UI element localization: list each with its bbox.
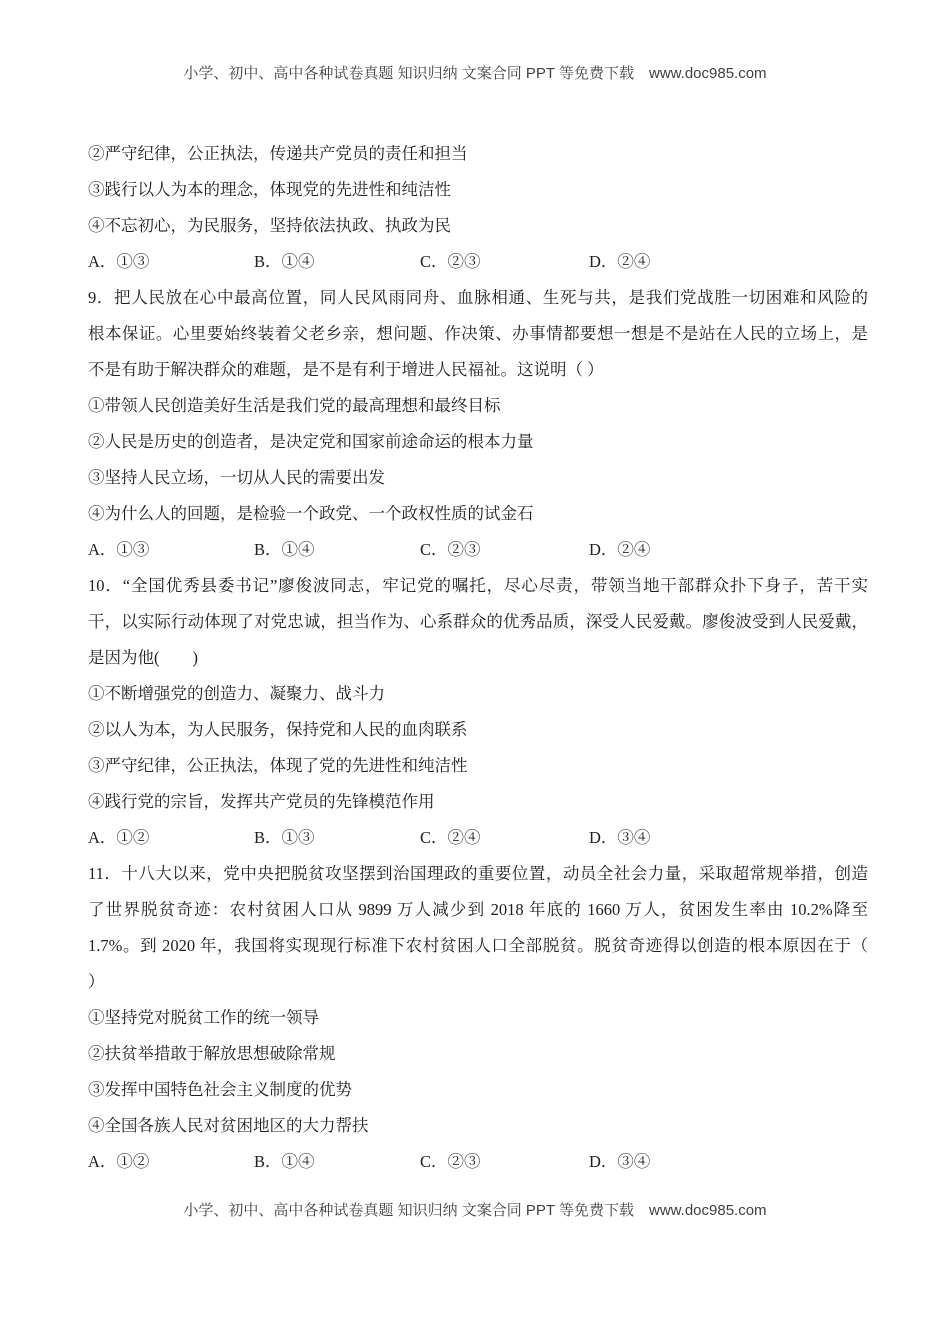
q11-option-a: A．①② — [88, 1152, 150, 1171]
q10-item-2: ②以人为本，为人民服务，保持党和人民的血肉联系 — [88, 720, 468, 739]
q9-item-4: ④为什么人的回题，是检验一个政党、一个政权性质的试金石 — [88, 504, 534, 523]
q11-stem-line-1: 11．十八大以来，党中央把脱贫攻坚摆到治国理政的重要位置，动员全社会力量，采取超常规举措，创造 — [88, 864, 868, 883]
q10-options-row — [88, 820, 868, 856]
q8-option-d: D．②④ — [589, 252, 651, 271]
question-10-block — [88, 568, 868, 856]
q10-item-3: ③严守纪律，公正执法，体现了党的先进性和纯洁性 — [88, 756, 468, 775]
q11-option-c: C．②③ — [420, 1152, 481, 1171]
q10-stem-line-1: 10．“全国优秀县委书记”廖俊波同志，牢记党的嘱托，尽心尽责，带领当地干部群众扑下身子，苦干实 — [88, 576, 868, 595]
q11-option-d: D．③④ — [589, 1152, 651, 1171]
q8-option-a: A．①③ — [88, 252, 150, 271]
q8-option-b: B．①④ — [254, 252, 315, 271]
q10-stem-line-3: 是因为他( ) — [88, 648, 198, 667]
q9-option-c: C．②③ — [420, 540, 481, 559]
site-watermark-footer: 小学、初中、高中各种试卷真题 知识归纳 文案合同 PPT 等免费下载 www.doc985.com — [183, 1202, 767, 1219]
q11-options-row — [88, 1144, 868, 1180]
document-body — [88, 136, 868, 1180]
q9-option-b: B．①④ — [254, 540, 315, 559]
q8-item-3: ③践行以人为本的理念，体现党的先进性和纯洁性 — [88, 180, 451, 199]
q10-option-a: A．①② — [88, 828, 150, 847]
q8-option-c: C．②③ — [420, 252, 481, 271]
question-11-block — [88, 856, 868, 1180]
q10-stem-line-2: 干，以实际行动体现了对党忠诚，担当作为、心系群众的优秀品质，深受人民爱戴。廖俊波受到人民爱戴， — [88, 612, 868, 631]
q8-item-2: ②严守纪律，公正执法，传递共产党员的责任和担当 — [88, 144, 468, 163]
q9-stem-line-2: 根本保证。心里要始终装着父老乡亲，想问题、作决策、办事情都要想一想是不是站在人民的立场上，是 — [88, 324, 868, 343]
q10-option-d: D．③④ — [589, 828, 651, 847]
q11-stem-line-3: 1.7%。到 2020 年，我国将实现现行标准下农村贫困人口全部脱贫。脱贫奇迹得以创造的根本原因在于（ — [88, 936, 868, 955]
q9-stem-line-1: 9．把人民放在心中最高位置，同人民风雨同舟、血脉相通、生死与共，是我们党战胜一切困难和风险的 — [88, 288, 868, 307]
site-watermark-header: 小学、初中、高中各种试卷真题 知识归纳 文案合同 PPT 等免费下载 www.doc985.com — [183, 65, 767, 82]
q9-option-d: D．②④ — [589, 540, 651, 559]
q11-stem-line-2: 了世界脱贫奇迹：农村贫困人口从 9899 万人减少到 2018 年底的 1660 万人，贫困发生率由 10.2%降至 — [88, 900, 868, 919]
question-9-block — [88, 280, 868, 568]
q10-item-4: ④践行党的宗旨，发挥共产党员的先锋模范作用 — [88, 792, 435, 811]
q9-item-1: ①带领人民创造美好生活是我们党的最高理想和最终目标 — [88, 396, 501, 415]
q9-options-row — [88, 532, 868, 568]
q8-options-row — [88, 244, 868, 280]
q8-item-4: ④不忘初心，为民服务，坚持依法执政、执政为民 — [88, 216, 451, 235]
q10-option-c: C．②④ — [420, 828, 481, 847]
q10-option-b: B．①③ — [254, 828, 315, 847]
question-8-block — [88, 136, 868, 280]
q11-item-1: ①坚持党对脱贫工作的统一领导 — [88, 1008, 319, 1027]
q9-stem-line-3: 不是有助于解决群众的难题，是不是有利于增进人民福祉。这说明（ ） — [88, 360, 604, 379]
q11-item-4: ④全国各族人民对贫困地区的大力帮扶 — [88, 1116, 369, 1135]
q11-option-b: B．①④ — [254, 1152, 315, 1171]
q9-item-2: ②人民是历史的创造者，是决定党和国家前途命运的根本力量 — [88, 432, 534, 451]
q11-item-3: ③发挥中国特色社会主义制度的优势 — [88, 1080, 352, 1099]
q9-item-3: ③坚持人民立场，一切从人民的需要出发 — [88, 468, 385, 487]
q9-option-a: A．①③ — [88, 540, 150, 559]
q11-stem-line-4: ） — [88, 972, 105, 991]
q11-item-2: ②扶贫举措敢于解放思想破除常规 — [88, 1044, 336, 1063]
q10-item-1: ①不断增强党的创造力、凝聚力、战斗力 — [88, 684, 385, 703]
